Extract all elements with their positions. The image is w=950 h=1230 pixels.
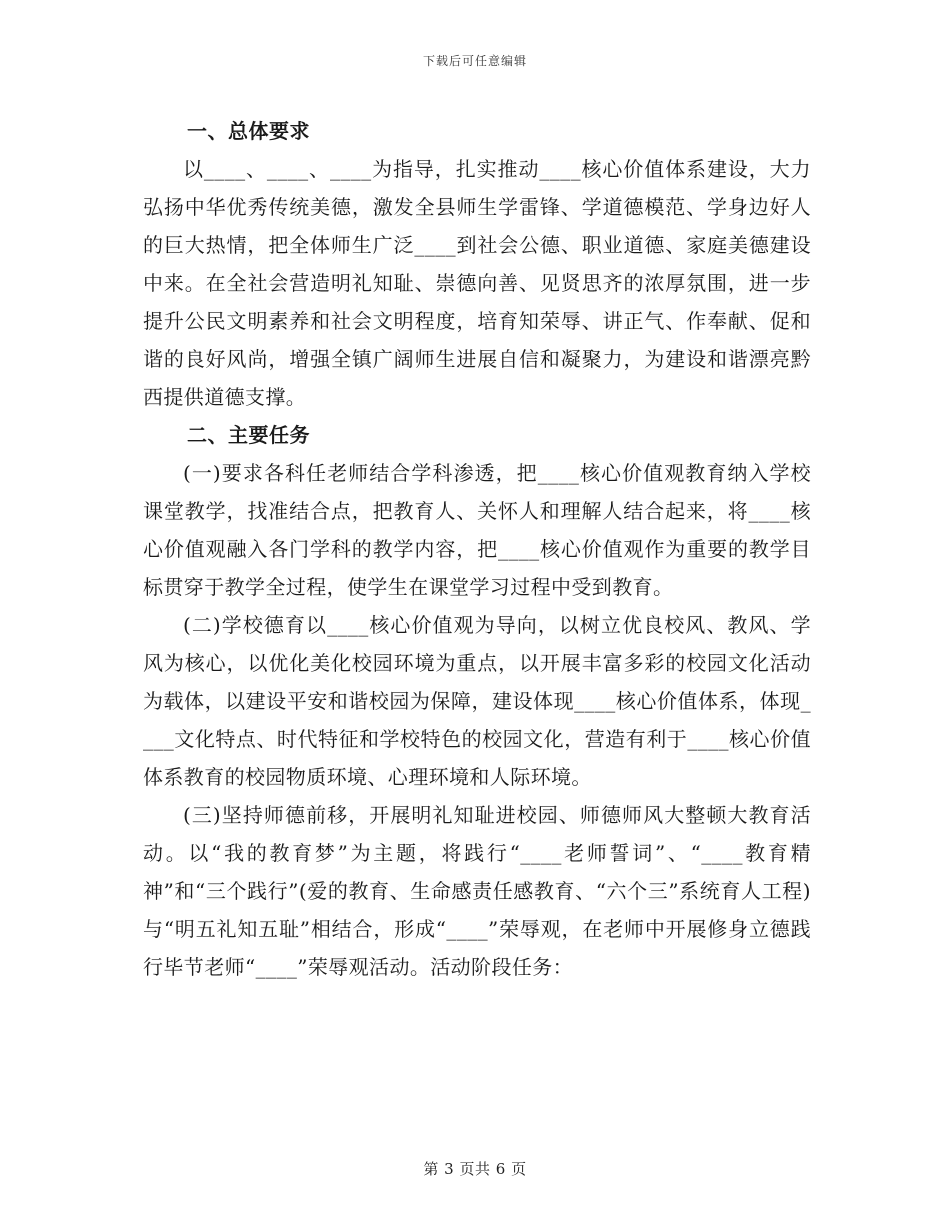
document-body	[143, 112, 811, 986]
section-heading-general-requirements: 一、总体要求	[187, 119, 310, 143]
header-note: 下载后可任意编辑	[422, 54, 527, 68]
paragraph-task-2: (二)学校德育以____核心价值观为导向，以树立优良校风、教风、学风为核心，以优化美化校园环境为重点，以开展丰富多彩的校园文化活动为载体，以建设平安和谐校园为保障，建设体现____核心价值体系，体现____文化特点、时代特征和学校特色的校园文化，营造有利于____核心价值体系教育的校园物质环境、心理环境和人际环境。	[143, 613, 811, 789]
section-heading-main-tasks: 二、主要任务	[187, 423, 310, 447]
page-number: 第 3 页共 6 页	[423, 1160, 527, 1178]
paragraph-task-3: (三)坚持师德前移，开展明礼知耻进校园、师德师风大整顿大教育活动。以“我的教育梦”为主题，将践行“____老师誓词”、“____教育精神”和“三个践行”(爱的教育、生命感责任感教育、“六个三”系统育人工程)与“明五礼知五耻”相结合，形成“____”荣辱观，在老师中开展修身立德践行毕节老师“____”荣辱观活动。活动阶段任务：	[143, 803, 811, 979]
paragraph-task-1: (一)要求各科任老师结合学科渗透，把____核心价值观教育纳入学校课堂教学，找准结合点，把教育人、关怀人和理解人结合起来，将____核心价值观融入各门学科的教学内容，把____核心价值观作为重要的教学目标贯穿于教学全过程，使学生在课堂学习过程中受到教育。	[143, 461, 811, 599]
paragraph-general-requirements: 以____、____、____为指导，扎实推动____核心价值体系建设，大力弘扬中华优秀传统美德，激发全县师生学雷锋、学道德模范、学身边好人的巨大热情，把全体师生广泛____到社会公德、职业道德、家庭美德建设中来。在全社会营造明礼知耻、崇德向善、见贤思齐的浓厚氛围，进一步提升公民文明素养和社会文明程度，培育知荣辱、讲正气、作奉献、促和谐的良好风尚，增强全镇广阔师生进展自信和凝聚力，为建设和谐漂亮黔西提供道德支撑。	[143, 157, 811, 409]
